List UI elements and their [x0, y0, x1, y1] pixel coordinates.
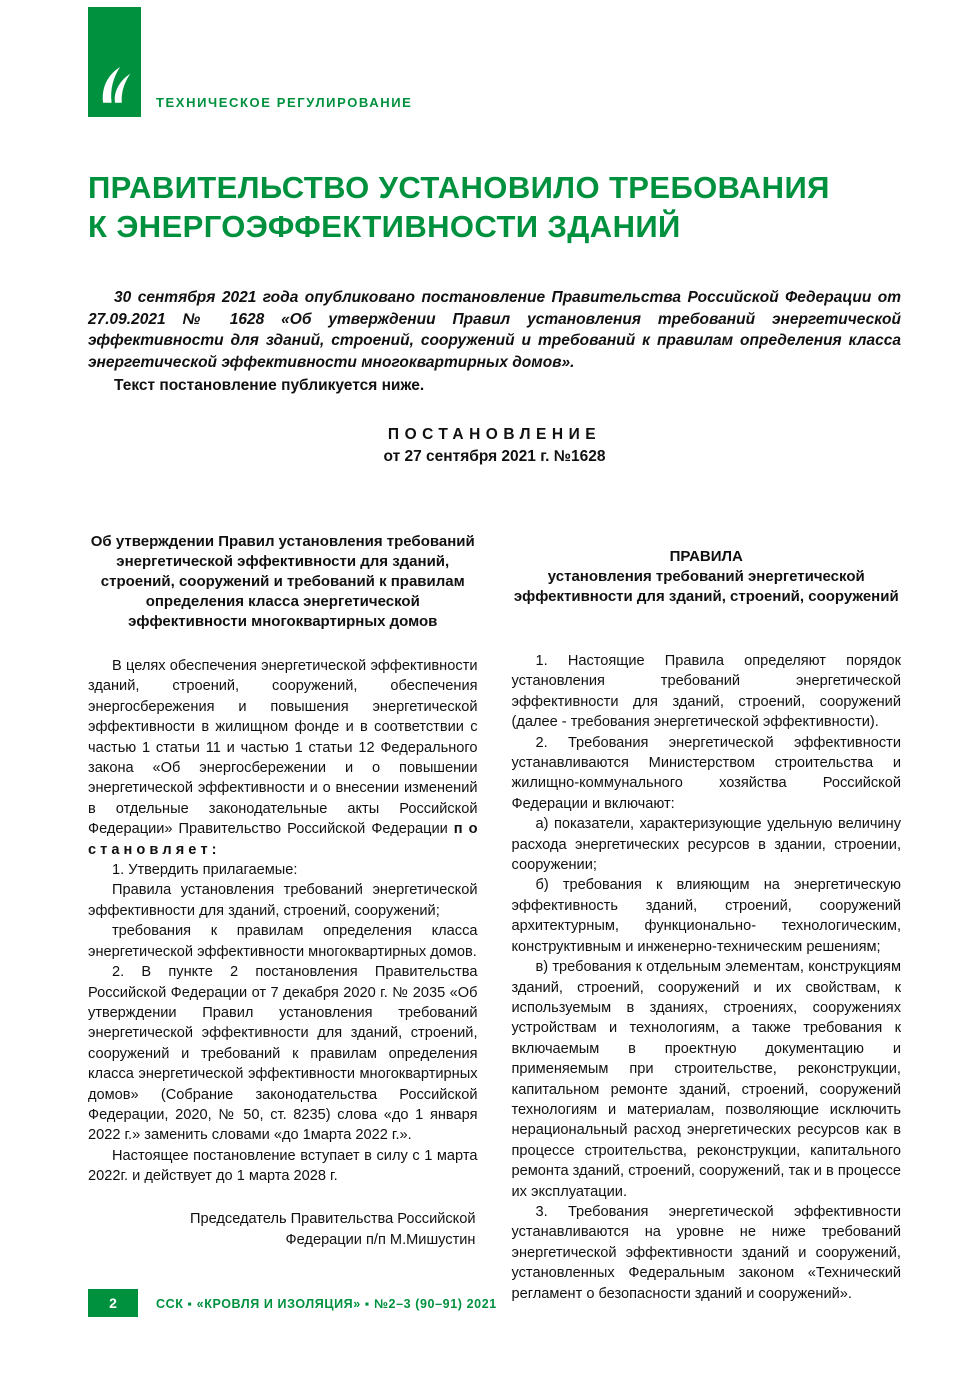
- paragraph: а) показатели, характеризующие удельную величину расхода энергетических ресурсов в здании, строении, сооружении;: [511, 816, 901, 874]
- publisher-logo: [88, 7, 141, 117]
- paragraph: 1. Утвердить прилагаемые:: [112, 862, 298, 879]
- article-title-line-1: ПРАВИТЕЛЬСТВО УСТАНОВИЛО ТРЕБОВАНИЯ: [88, 170, 830, 205]
- paragraph: 2. В пункте 2 постановления Правительства Российской Федерации от 7 декабря 2020 г. № 2035 «Об утверждении Правил установления требований энергетической эффективности для зданий, строений, сооружений и требований к правилам определения класса энергетической эффективности многоквартирных домов» (Собрание законодательства Российской Федерации, 2020, № 50, ст. 8235) слова «до 1 января 2022 г.» заменить словами «до 1марта 2022 г.».: [88, 964, 478, 1144]
- paragraph: требования к правилам определения класса энергетической эффективности многоквартирных домов.: [88, 923, 478, 960]
- page-number-badge: [88, 1289, 138, 1317]
- signature-line-2: Федерации п/п М.Мишустин: [285, 1231, 476, 1248]
- right-column-heading: [512, 547, 902, 607]
- decree-date: от 27 сентября 2021 г. №1628: [383, 448, 606, 465]
- right-column: [512, 532, 902, 1304]
- article-title: [88, 168, 903, 246]
- rules-title: ПРАВИЛА: [669, 548, 743, 565]
- article-title-line-2: К ЭНЕРГОЭФФЕКТИВНОСТИ ЗДАНИЙ: [88, 209, 681, 244]
- right-column-paragraphs: [512, 651, 902, 1304]
- paragraph: в) требования к отдельным элементам, конструкциям зданий, строений, сооружений и их свойствам, к используемым в зданиях, строениях, сооружениях устройствам и технологиям, а также требования к включаемым в проектную документацию и применяемым при строительстве, реконструкции, капитальном ремонте зданий, строений, сооружений технологиям и материалам, позволяющие исключить нерациональный расход энергетических ресурсов как в процессе строительства, реконструкции, капитального ремонта зданий, строений, сооружений, так и в процессе их эксплуатации.: [511, 959, 901, 1200]
- paragraph: 3. Требования энергетической эффективности устанавливаются на уровне не ниже требований энергетической эффективности зданий и сооружений, установленных Федеральным законом «Технический регламент о безопасности зданий и сооружений».: [511, 1203, 901, 1302]
- paragraph: Настоящее постановление вступает в силу с 1 марта 2022г. и действует до 1 марта 2028 г.: [88, 1147, 478, 1185]
- left-column-paragraphs: [88, 860, 478, 1187]
- paragraph: б) требования к влияющим на энергетическую эффективность зданий, строений, сооружений архитектурным, функционально- технологическим, конструктивным и инженерно-техническим решениям;: [511, 877, 901, 955]
- opening-text: В целях обеспечения энергетической эффективности зданий, строений, сооружений, обеспечения энергосбережения и повышения энергетической эффективности в жилищном фонде и в соответствии с частью 1 статьи 11 и частью 1 статьи 12 Федерального закона «Об энергосбережении и о повышении энергетической эффективности и о внесении изменений в отдельные законодательные акты Российской Федерации» Правительство Российской Федерации: [88, 658, 478, 838]
- intro-note: Текст постановление публикуется ниже.: [114, 377, 425, 394]
- paragraph: 2. Требования энергетической эффективности устанавливаются Министерством строительства и жилищно-коммунального хозяйства Российской Федерации и включают:: [511, 734, 901, 812]
- leaf-logo-icon: [98, 63, 132, 105]
- paragraph: [88, 656, 478, 860]
- page-number: 2: [109, 1295, 117, 1311]
- left-column-heading: Об утверждении Правил установления требований энергетической эффективности для зданий, строений, сооружений и требований к правилам определения класса энергетической эффективности многоквартирных домов: [90, 533, 475, 630]
- paragraph: 1. Настоящие Правила определяют порядок установления требований энергетической эффективности для зданий, строений, сооружений (далее - требования энергетической эффективности).: [511, 653, 901, 731]
- opening-bold-phrase: п о с т а н о в л я е т :: [88, 821, 478, 858]
- paragraph: Правила установления требований энергетической эффективности для зданий, строений, сооружений;: [88, 882, 478, 919]
- decree-body: [88, 532, 901, 1304]
- intro-block: [88, 287, 901, 397]
- rules-subtitle: установления требований энергетической эффективности для зданий, строений, сооружений: [513, 568, 899, 605]
- intro-paragraph: 30 сентября 2021 года опубликовано постановление Правительства Российской Федерации от 27.09.2021 № 1628 «Об утверждении Правил установления требований энергетической эффективности для зданий, строений, сооружений и требований к правилам определения класса энергетической эффективности многоквартирных домов».: [88, 289, 901, 371]
- signature-line-1: Председатель Правительства Российской: [189, 1210, 476, 1227]
- decree-heading: [88, 424, 901, 468]
- signature-block: [88, 1209, 478, 1251]
- journal-info: ССК ▪ «КРОВЛЯ И ИЗОЛЯЦИЯ» ▪ №2–3 (90–91) 2021: [156, 1297, 497, 1311]
- decree-title: ПОСТАНОВЛЕНИЕ: [387, 426, 602, 443]
- section-label: ТЕХНИЧЕСКОЕ РЕГУЛИРОВАНИЕ: [156, 95, 413, 110]
- left-column: [88, 532, 478, 1304]
